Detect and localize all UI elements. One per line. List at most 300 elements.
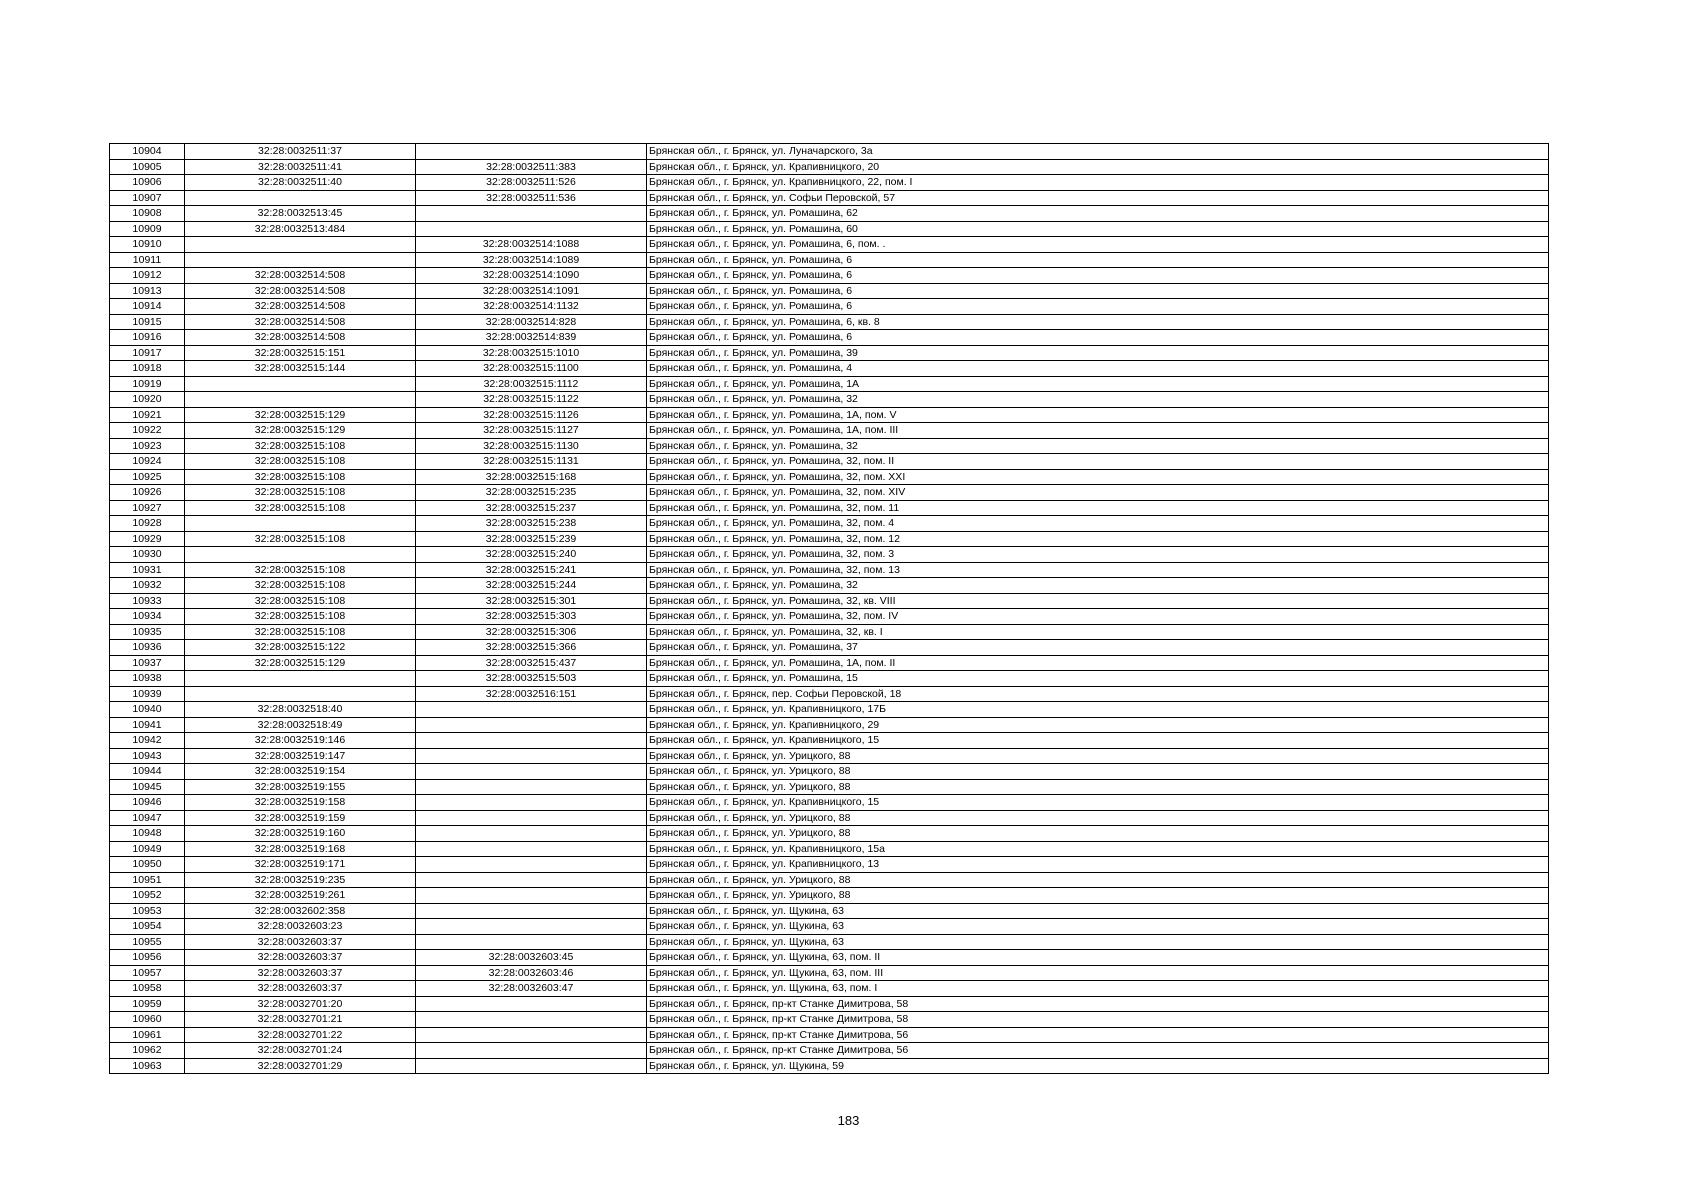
table-row (110, 857, 1549, 873)
table-row (110, 888, 1549, 904)
object-cadastral-number-cell: 32:28:0032603:46 (416, 965, 647, 981)
row-number-cell: 10951 (110, 872, 185, 888)
row-number-cell: 10924 (110, 454, 185, 470)
address-cell: Брянская обл., г. Брянск, ул. Ромашина, 6 (647, 268, 1549, 284)
object-cadastral-number-cell: 32:28:0032514:1089 (416, 252, 647, 268)
row-number-cell: 10959 (110, 996, 185, 1012)
address-cell: Брянская обл., г. Брянск, пер. Софьи Перовской, 18 (647, 686, 1549, 702)
cadastral-number-cell: 32:28:0032515:129 (185, 407, 416, 423)
row-number-cell: 10957 (110, 965, 185, 981)
row-number-cell: 10939 (110, 686, 185, 702)
cadastral-number-cell: 32:28:0032514:508 (185, 299, 416, 315)
cadastral-number-cell: 32:28:0032515:129 (185, 423, 416, 439)
cadastral-number-cell: 32:28:0032701:22 (185, 1027, 416, 1043)
object-cadastral-number-cell: 32:28:0032515:1010 (416, 345, 647, 361)
cadastral-number-cell: 32:28:0032515:151 (185, 345, 416, 361)
cadastral-number-cell: 32:28:0032519:160 (185, 826, 416, 842)
address-cell: Брянская обл., г. Брянск, ул. Ромашина, 6, пом. . (647, 237, 1549, 253)
row-number-cell: 10928 (110, 516, 185, 532)
row-number-cell: 10914 (110, 299, 185, 315)
table-row (110, 1058, 1549, 1074)
table-row (110, 903, 1549, 919)
row-number-cell: 10949 (110, 841, 185, 857)
object-cadastral-number-cell: 32:28:0032516:151 (416, 686, 647, 702)
table-row (110, 965, 1549, 981)
cadastral-number-cell (185, 392, 416, 408)
row-number-cell: 10960 (110, 1012, 185, 1028)
object-cadastral-number-cell (416, 144, 647, 160)
object-cadastral-number-cell (416, 1012, 647, 1028)
object-cadastral-number-cell: 32:28:0032514:839 (416, 330, 647, 346)
cadastral-number-cell (185, 547, 416, 563)
address-cell: Брянская обл., г. Брянск, ул. Урицкого, 88 (647, 779, 1549, 795)
table-row (110, 578, 1549, 594)
object-cadastral-number-cell: 32:28:0032603:47 (416, 981, 647, 997)
address-cell: Брянская обл., г. Брянск, ул. Ромашина, 4 (647, 361, 1549, 377)
address-cell: Брянская обл., г. Брянск, пр-кт Станке Димитрова, 58 (647, 1012, 1549, 1028)
address-cell: Брянская обл., г. Брянск, ул. Ромашина, 15 (647, 671, 1549, 687)
table-row (110, 159, 1549, 175)
row-number-cell: 10921 (110, 407, 185, 423)
address-cell: Брянская обл., г. Брянск, ул. Ромашина, 37 (647, 640, 1549, 656)
object-cadastral-number-cell: 32:28:0032511:383 (416, 159, 647, 175)
address-cell: Брянская обл., г. Брянск, ул. Ромашина, 32, кв. VIII (647, 593, 1549, 609)
table-row (110, 624, 1549, 640)
address-cell: Брянская обл., г. Брянск, ул. Луначарского, 3а (647, 144, 1549, 160)
row-number-cell: 10935 (110, 624, 185, 640)
row-number-cell: 10923 (110, 438, 185, 454)
row-number-cell: 10925 (110, 469, 185, 485)
cadastral-number-cell: 32:28:0032511:41 (185, 159, 416, 175)
object-cadastral-number-cell: 32:28:0032514:828 (416, 314, 647, 330)
address-cell: Брянская обл., г. Брянск, ул. Ромашина, 32, пом. 12 (647, 531, 1549, 547)
address-cell: Брянская обл., г. Брянск, ул. Ромашина, 62 (647, 206, 1549, 222)
cadastral-number-cell: 32:28:0032515:108 (185, 485, 416, 501)
row-number-cell: 10954 (110, 919, 185, 935)
row-number-cell: 10912 (110, 268, 185, 284)
address-cell: Брянская обл., г. Брянск, пр-кт Станке Димитрова, 56 (647, 1027, 1549, 1043)
object-cadastral-number-cell: 32:28:0032511:526 (416, 175, 647, 191)
address-cell: Брянская обл., г. Брянск, ул. Ромашина, 32 (647, 392, 1549, 408)
cadastral-number-cell (185, 516, 416, 532)
cadastral-number-cell: 32:28:0032515:108 (185, 469, 416, 485)
object-cadastral-number-cell (416, 221, 647, 237)
address-cell: Брянская обл., г. Брянск, ул. Ромашина, 6, кв. 8 (647, 314, 1549, 330)
object-cadastral-number-cell (416, 795, 647, 811)
cadastral-number-cell (185, 190, 416, 206)
address-cell: Брянская обл., г. Брянск, пр-кт Станке Димитрова, 58 (647, 996, 1549, 1012)
table-row (110, 361, 1549, 377)
table-row (110, 299, 1549, 315)
row-number-cell: 10963 (110, 1058, 185, 1074)
cadastral-number-cell (185, 252, 416, 268)
address-cell: Брянская обл., г. Брянск, ул. Щукина, 63, пом. I (647, 981, 1549, 997)
row-number-cell: 10910 (110, 237, 185, 253)
table-row (110, 392, 1549, 408)
cadastral-number-cell (185, 237, 416, 253)
table-row (110, 500, 1549, 516)
cadastral-number-cell: 32:28:0032519:159 (185, 810, 416, 826)
register-table (109, 143, 1549, 1074)
row-number-cell: 10944 (110, 764, 185, 780)
object-cadastral-number-cell (416, 717, 647, 733)
table-row (110, 454, 1549, 470)
address-cell: Брянская обл., г. Брянск, ул. Крапивницкого, 22, пом. I (647, 175, 1549, 191)
object-cadastral-number-cell: 32:28:0032514:1088 (416, 237, 647, 253)
object-cadastral-number-cell: 32:28:0032515:1131 (416, 454, 647, 470)
row-number-cell: 10917 (110, 345, 185, 361)
address-cell: Брянская обл., г. Брянск, ул. Ромашина, 6 (647, 330, 1549, 346)
row-number-cell: 10913 (110, 283, 185, 299)
object-cadastral-number-cell: 32:28:0032515:1122 (416, 392, 647, 408)
table-row (110, 686, 1549, 702)
row-number-cell: 10953 (110, 903, 185, 919)
address-cell: Брянская обл., г. Брянск, ул. Ромашина, 32, пом. XXI (647, 469, 1549, 485)
row-number-cell: 10918 (110, 361, 185, 377)
cadastral-number-cell: 32:28:0032701:20 (185, 996, 416, 1012)
object-cadastral-number-cell (416, 841, 647, 857)
table-row (110, 423, 1549, 439)
object-cadastral-number-cell: 32:28:0032515:1100 (416, 361, 647, 377)
address-cell: Брянская обл., г. Брянск, ул. Ромашина, 1А, пом. III (647, 423, 1549, 439)
cadastral-number-cell: 32:28:0032515:108 (185, 624, 416, 640)
row-number-cell: 10908 (110, 206, 185, 222)
cadastral-number-cell: 32:28:0032603:37 (185, 950, 416, 966)
address-cell: Брянская обл., г. Брянск, ул. Урицкого, 88 (647, 810, 1549, 826)
object-cadastral-number-cell (416, 888, 647, 904)
cadastral-number-cell (185, 671, 416, 687)
address-cell: Брянская обл., г. Брянск, пр-кт Станке Димитрова, 56 (647, 1043, 1549, 1059)
object-cadastral-number-cell: 32:28:0032515:238 (416, 516, 647, 532)
cadastral-number-cell: 32:28:0032515:108 (185, 578, 416, 594)
cadastral-number-cell: 32:28:0032603:23 (185, 919, 416, 935)
cadastral-number-cell: 32:28:0032515:122 (185, 640, 416, 656)
address-cell: Брянская обл., г. Брянск, ул. Крапивницкого, 13 (647, 857, 1549, 873)
address-cell: Брянская обл., г. Брянск, ул. Ромашина, 6 (647, 299, 1549, 315)
address-cell: Брянская обл., г. Брянск, ул. Ромашина, 1А, пом. II (647, 655, 1549, 671)
row-number-cell: 10911 (110, 252, 185, 268)
table-row (110, 826, 1549, 842)
object-cadastral-number-cell: 32:28:0032514:1091 (416, 283, 647, 299)
object-cadastral-number-cell: 32:28:0032515:503 (416, 671, 647, 687)
address-cell: Брянская обл., г. Брянск, ул. Щукина, 63 (647, 903, 1549, 919)
address-cell: Брянская обл., г. Брянск, ул. Ромашина, 6 (647, 252, 1549, 268)
table-row (110, 841, 1549, 857)
table-row (110, 795, 1549, 811)
row-number-cell: 10905 (110, 159, 185, 175)
row-number-cell: 10932 (110, 578, 185, 594)
table-row (110, 531, 1549, 547)
object-cadastral-number-cell: 32:28:0032514:1132 (416, 299, 647, 315)
address-cell: Брянская обл., г. Брянск, ул. Ромашина, 32, пом. XIV (647, 485, 1549, 501)
object-cadastral-number-cell: 32:28:0032515:1130 (416, 438, 647, 454)
object-cadastral-number-cell (416, 826, 647, 842)
table-row (110, 268, 1549, 284)
row-number-cell: 10907 (110, 190, 185, 206)
table-row (110, 593, 1549, 609)
address-cell: Брянская обл., г. Брянск, ул. Ромашина, 32, пом. 4 (647, 516, 1549, 532)
cadastral-number-cell: 32:28:0032514:508 (185, 330, 416, 346)
row-number-cell: 10934 (110, 609, 185, 625)
object-cadastral-number-cell (416, 779, 647, 795)
address-cell: Брянская обл., г. Брянск, ул. Ромашина, 1А (647, 376, 1549, 392)
address-cell: Брянская обл., г. Брянск, ул. Щукина, 63 (647, 919, 1549, 935)
object-cadastral-number-cell (416, 919, 647, 935)
address-cell: Брянская обл., г. Брянск, ул. Ромашина, 32 (647, 438, 1549, 454)
object-cadastral-number-cell: 32:28:0032515:244 (416, 578, 647, 594)
table-row (110, 314, 1549, 330)
object-cadastral-number-cell (416, 702, 647, 718)
row-number-cell: 10931 (110, 562, 185, 578)
table-row (110, 748, 1549, 764)
address-cell: Брянская обл., г. Брянск, ул. Ромашина, 32, пом. IV (647, 609, 1549, 625)
table-row (110, 190, 1549, 206)
object-cadastral-number-cell (416, 903, 647, 919)
address-cell: Брянская обл., г. Брянск, ул. Ромашина, 39 (647, 345, 1549, 361)
cadastral-number-cell: 32:28:0032515:108 (185, 593, 416, 609)
object-cadastral-number-cell: 32:28:0032515:239 (416, 531, 647, 547)
object-cadastral-number-cell: 32:28:0032515:1112 (416, 376, 647, 392)
object-cadastral-number-cell (416, 206, 647, 222)
table-row (110, 1027, 1549, 1043)
address-cell: Брянская обл., г. Брянск, ул. Ромашина, 32, пом. 11 (647, 500, 1549, 516)
address-cell: Брянская обл., г. Брянск, ул. Крапивницкого, 17Б (647, 702, 1549, 718)
address-cell: Брянская обл., г. Брянск, ул. Ромашина, 60 (647, 221, 1549, 237)
object-cadastral-number-cell (416, 810, 647, 826)
address-cell: Брянская обл., г. Брянск, ул. Урицкого, 88 (647, 748, 1549, 764)
table-row (110, 640, 1549, 656)
object-cadastral-number-cell: 32:28:0032515:1127 (416, 423, 647, 439)
object-cadastral-number-cell (416, 748, 647, 764)
cadastral-number-cell (185, 686, 416, 702)
row-number-cell: 10927 (110, 500, 185, 516)
object-cadastral-number-cell: 32:28:0032515:366 (416, 640, 647, 656)
address-cell: Брянская обл., г. Брянск, ул. Софьи Перовской, 57 (647, 190, 1549, 206)
cadastral-number-cell: 32:28:0032701:21 (185, 1012, 416, 1028)
address-cell: Брянская обл., г. Брянск, ул. Ромашина, 32, пом. 3 (647, 547, 1549, 563)
table-row (110, 283, 1549, 299)
cadastral-number-cell: 32:28:0032515:108 (185, 500, 416, 516)
row-number-cell: 10915 (110, 314, 185, 330)
table-row (110, 810, 1549, 826)
table-row (110, 919, 1549, 935)
cadastral-number-cell: 32:28:0032518:49 (185, 717, 416, 733)
address-cell: Брянская обл., г. Брянск, ул. Крапивницкого, 29 (647, 717, 1549, 733)
cadastral-number-cell: 32:28:0032514:508 (185, 268, 416, 284)
address-cell: Брянская обл., г. Брянск, ул. Щукина, 59 (647, 1058, 1549, 1074)
row-number-cell: 10936 (110, 640, 185, 656)
table-row (110, 779, 1549, 795)
row-number-cell: 10920 (110, 392, 185, 408)
row-number-cell: 10942 (110, 733, 185, 749)
address-cell: Брянская обл., г. Брянск, ул. Крапивницкого, 15 (647, 795, 1549, 811)
object-cadastral-number-cell (416, 1058, 647, 1074)
table-row (110, 655, 1549, 671)
address-cell: Брянская обл., г. Брянск, ул. Ромашина, 6 (647, 283, 1549, 299)
table-row (110, 407, 1549, 423)
table-row (110, 981, 1549, 997)
object-cadastral-number-cell (416, 857, 647, 873)
table-row (110, 206, 1549, 222)
table-row (110, 717, 1549, 733)
address-cell: Брянская обл., г. Брянск, ул. Урицкого, 88 (647, 872, 1549, 888)
object-cadastral-number-cell: 32:28:0032515:437 (416, 655, 647, 671)
cadastral-number-cell: 32:28:0032518:40 (185, 702, 416, 718)
row-number-cell: 10930 (110, 547, 185, 563)
cadastral-number-cell: 32:28:0032513:484 (185, 221, 416, 237)
cadastral-number-cell: 32:28:0032602:358 (185, 903, 416, 919)
table-row (110, 376, 1549, 392)
row-number-cell: 10933 (110, 593, 185, 609)
address-cell: Брянская обл., г. Брянск, ул. Урицкого, 88 (647, 888, 1549, 904)
row-number-cell: 10956 (110, 950, 185, 966)
table-row (110, 934, 1549, 950)
address-cell: Брянская обл., г. Брянск, ул. Ромашина, 1А, пом. V (647, 407, 1549, 423)
address-cell: Брянская обл., г. Брянск, ул. Ромашина, 32, кв. I (647, 624, 1549, 640)
address-cell: Брянская обл., г. Брянск, ул. Урицкого, 88 (647, 826, 1549, 842)
table-row (110, 764, 1549, 780)
object-cadastral-number-cell (416, 872, 647, 888)
cadastral-number-cell: 32:28:0032603:37 (185, 934, 416, 950)
object-cadastral-number-cell: 32:28:0032515:306 (416, 624, 647, 640)
table-row (110, 144, 1549, 160)
address-cell: Брянская обл., г. Брянск, ул. Щукина, 63 (647, 934, 1549, 950)
cadastral-number-cell: 32:28:0032515:129 (185, 655, 416, 671)
table-row (110, 175, 1549, 191)
address-cell: Брянская обл., г. Брянск, ул. Щукина, 63, пом. II (647, 950, 1549, 966)
cadastral-number-cell: 32:28:0032515:108 (185, 438, 416, 454)
address-cell: Брянская обл., г. Брянск, ул. Ромашина, 32, пом. II (647, 454, 1549, 470)
row-number-cell: 10962 (110, 1043, 185, 1059)
row-number-cell: 10938 (110, 671, 185, 687)
row-number-cell: 10948 (110, 826, 185, 842)
cadastral-number-cell: 32:28:0032701:24 (185, 1043, 416, 1059)
table-row (110, 609, 1549, 625)
cadastral-number-cell: 32:28:0032515:144 (185, 361, 416, 377)
row-number-cell: 10952 (110, 888, 185, 904)
table-row (110, 330, 1549, 346)
cadastral-number-cell: 32:28:0032514:508 (185, 314, 416, 330)
cadastral-number-cell: 32:28:0032519:147 (185, 748, 416, 764)
table-row (110, 469, 1549, 485)
table-row (110, 345, 1549, 361)
object-cadastral-number-cell: 32:28:0032515:241 (416, 562, 647, 578)
row-number-cell: 10961 (110, 1027, 185, 1043)
object-cadastral-number-cell (416, 996, 647, 1012)
object-cadastral-number-cell: 32:28:0032515:235 (416, 485, 647, 501)
table-row (110, 221, 1549, 237)
row-number-cell: 10950 (110, 857, 185, 873)
table-row (110, 671, 1549, 687)
cadastral-number-cell: 32:28:0032511:40 (185, 175, 416, 191)
row-number-cell: 10941 (110, 717, 185, 733)
cadastral-number-cell: 32:28:0032515:108 (185, 454, 416, 470)
cadastral-number-cell: 32:28:0032515:108 (185, 609, 416, 625)
row-number-cell: 10945 (110, 779, 185, 795)
cadastral-number-cell: 32:28:0032519:168 (185, 841, 416, 857)
object-cadastral-number-cell (416, 934, 647, 950)
cadastral-number-cell: 32:28:0032603:37 (185, 981, 416, 997)
row-number-cell: 10904 (110, 144, 185, 160)
object-cadastral-number-cell: 32:28:0032603:45 (416, 950, 647, 966)
cadastral-number-cell: 32:28:0032513:45 (185, 206, 416, 222)
row-number-cell: 10926 (110, 485, 185, 501)
table-row (110, 562, 1549, 578)
register-table-body (110, 144, 1549, 1074)
object-cadastral-number-cell: 32:28:0032515:240 (416, 547, 647, 563)
row-number-cell: 10909 (110, 221, 185, 237)
address-cell: Брянская обл., г. Брянск, ул. Ромашина, 32 (647, 578, 1549, 594)
cadastral-number-cell: 32:28:0032519:155 (185, 779, 416, 795)
cadastral-number-cell: 32:28:0032701:29 (185, 1058, 416, 1074)
address-cell: Брянская обл., г. Брянск, ул. Крапивницкого, 20 (647, 159, 1549, 175)
object-cadastral-number-cell: 32:28:0032515:1126 (416, 407, 647, 423)
cadastral-number-cell: 32:28:0032519:171 (185, 857, 416, 873)
page-number: 183 (837, 1113, 860, 1128)
row-number-cell: 10906 (110, 175, 185, 191)
cadastral-number-cell: 32:28:0032519:146 (185, 733, 416, 749)
cadastral-number-cell: 32:28:0032519:158 (185, 795, 416, 811)
object-cadastral-number-cell: 32:28:0032515:237 (416, 500, 647, 516)
object-cadastral-number-cell: 32:28:0032515:303 (416, 609, 647, 625)
cadastral-number-cell: 32:28:0032515:108 (185, 562, 416, 578)
row-number-cell: 10946 (110, 795, 185, 811)
table-row (110, 872, 1549, 888)
row-number-cell: 10958 (110, 981, 185, 997)
row-number-cell: 10943 (110, 748, 185, 764)
cadastral-number-cell: 32:28:0032603:37 (185, 965, 416, 981)
table-row (110, 702, 1549, 718)
table-row (110, 438, 1549, 454)
address-cell: Брянская обл., г. Брянск, ул. Крапивницкого, 15 (647, 733, 1549, 749)
row-number-cell: 10937 (110, 655, 185, 671)
table-row (110, 996, 1549, 1012)
row-number-cell: 10947 (110, 810, 185, 826)
table-row (110, 516, 1549, 532)
object-cadastral-number-cell (416, 764, 647, 780)
address-cell: Брянская обл., г. Брянск, ул. Крапивницкого, 15а (647, 841, 1549, 857)
row-number-cell: 10919 (110, 376, 185, 392)
row-number-cell: 10940 (110, 702, 185, 718)
table-row (110, 252, 1549, 268)
cadastral-number-cell: 32:28:0032519:261 (185, 888, 416, 904)
table-row (110, 1043, 1549, 1059)
table-row (110, 547, 1549, 563)
address-cell: Брянская обл., г. Брянск, ул. Щукина, 63, пом. III (647, 965, 1549, 981)
row-number-cell: 10955 (110, 934, 185, 950)
object-cadastral-number-cell (416, 1027, 647, 1043)
object-cadastral-number-cell: 32:28:0032515:301 (416, 593, 647, 609)
table-row (110, 1012, 1549, 1028)
cadastral-number-cell: 32:28:0032515:108 (185, 531, 416, 547)
cadastral-number-cell (185, 376, 416, 392)
table-row (110, 950, 1549, 966)
object-cadastral-number-cell (416, 733, 647, 749)
cadastral-number-cell: 32:28:0032519:154 (185, 764, 416, 780)
object-cadastral-number-cell: 32:28:0032515:168 (416, 469, 647, 485)
object-cadastral-number-cell: 32:28:0032514:1090 (416, 268, 647, 284)
object-cadastral-number-cell (416, 1043, 647, 1059)
address-cell: Брянская обл., г. Брянск, ул. Урицкого, 88 (647, 764, 1549, 780)
row-number-cell: 10922 (110, 423, 185, 439)
table-row (110, 237, 1549, 253)
row-number-cell: 10929 (110, 531, 185, 547)
cadastral-number-cell: 32:28:0032511:37 (185, 144, 416, 160)
object-cadastral-number-cell: 32:28:0032511:536 (416, 190, 647, 206)
table-row (110, 733, 1549, 749)
cadastral-number-cell: 32:28:0032514:508 (185, 283, 416, 299)
table-row (110, 485, 1549, 501)
